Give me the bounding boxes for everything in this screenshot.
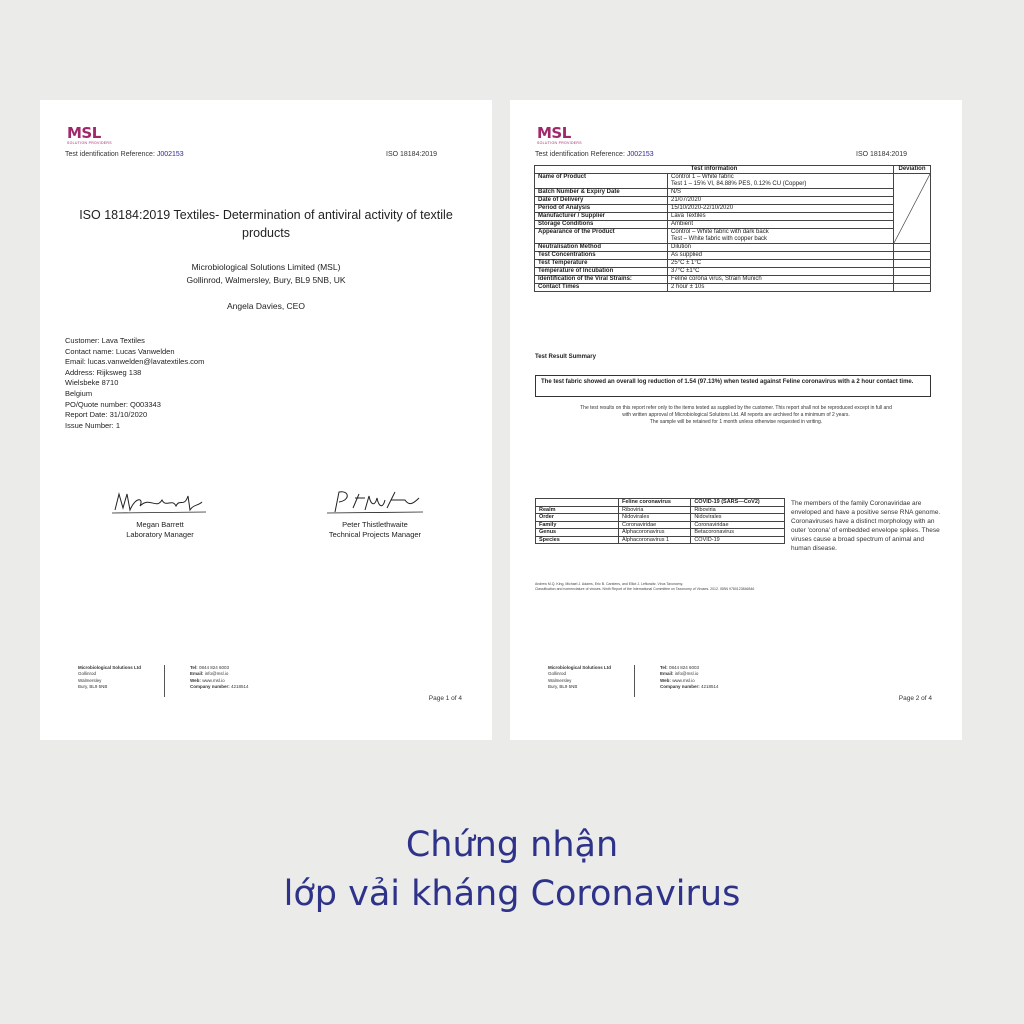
test-information-table [534,165,931,292]
table-row: Identification of the Viral Strains: Feline corona virus, Strain Munich [535,276,931,284]
test-reference: Test identification Reference: J002153 [65,151,184,158]
table-row: Neutralisation Method Dilution [535,244,931,252]
deviation-header: Deviation [894,166,931,174]
virus-taxonomy-table: Feline coronavirus COVID-19 (SARS—CoV2) Realm Riboviria Riboviria Order Nidovirales Nidovirales Family Coronaviridae Coronaviridae Genus Alphacoronavirus Betacoronavirus Species Alphacoronavirus 1 COVID-19 [535,498,785,544]
msl-logo: MSL SOLUTION PROVIDERS [67,124,112,145]
virus-description: The members of the family Coronaviridae are enveloped and have a positive sense RNA genome. Coronaviruses have a distinct morphology with an outer 'corona' of embedded envelope spikes. These viruses cause a broad spectrum of animal and human disease. [791,500,941,552]
page-number: Page 2 of 4 [898,695,932,702]
table-row: Appearance of the Product Control – White fabric with dark back Test – White fabric with copper back [535,229,931,244]
msl-logo: MSL SOLUTION PROVIDERS [537,124,582,145]
table-header: Test information [535,166,894,174]
table-row: Species Alphacoronavirus 1 COVID-19 [536,536,785,544]
signature-block-technical-manager: Peter Thistlethwaite Technical Projects Manager [295,488,455,540]
table-row: Storage Conditions Ambient [535,221,931,229]
table-row: Manufacturer / Supplier Lava Textiles [535,213,931,221]
certificate-page-2 [510,100,962,740]
footer-divider [164,665,165,697]
summary-title: Test Result Summary [535,354,596,360]
page-footer: Microbiological Solutions Ltd Gollinrod Walmersley Bury, BL9 5NB Tel: 0844 824 6003 Email: info@msl.io Web: www.msl.io Company number: 4218514 [78,665,478,705]
disclaimer: The test results on this report refer only to the items tested as supplied by the customer. This report shall not be reproduced except in full and with written approval of Microbiological Solutions Ltd. All reports are archived for a minimum of 2 years. The sample will be retained for 1 month unless otherwise requested in writing. [580,405,892,426]
ceo-line: Angela Davies, CEO [227,301,305,311]
table-row: Test Concentrations As supplied [535,252,931,260]
footer-divider [634,665,635,697]
table-row: Contact Times 2 hour ± 10s [535,284,931,292]
customer-details: Customer: Lava Textiles Contact name: Lucas Vanwelden Email: lucas.vanwelden@lavatextiles.com Address: Rijksweg 138 Wielsbeke 8710 Belgium PO/Quote number: Q003343 Report Date: 31/10/2020 Issue Number: 1 [65,336,205,430]
signature-icon [325,488,425,518]
signature-icon [110,488,210,518]
certificate-page-1 [40,100,492,740]
reference-citation: Andrew M.Q. King, Michael J. Adams, Eric B. Carstens, and Elliot J. Lefkowitz. Virus Taxonomy. Classification and nomenclature of viruses. Ninth Report of the International Committee on Taxonomy of Viruses. 2012. ISBN 9780123846846 [535,582,755,591]
table-row: Family Coronaviridae Coronaviridae [536,521,785,529]
table-row: Temperature of Incubation 37°C ±1°C [535,268,931,276]
page-footer: Microbiological Solutions Ltd Gollinrod Walmersley Bury, BL9 5NB Tel: 0844 824 6003 Email: info@msl.io Web: www.msl.io Company number: 4218514 [548,665,948,705]
caption-line-2: lớp vải kháng Coronavirus [283,874,741,914]
table-row: Name of Product Control 1 – White fabric Test 1 – 15% VI, 84.88% PES, 0.12% CU (Copper) [535,174,931,189]
page-number: Page 1 of 4 [428,695,462,702]
deviation-cell [894,174,931,244]
organization: Microbiological Solutions Limited (MSL) Gollinrod, Walmersley, Bury, BL9 5NB, UK [186,262,346,285]
test-reference: Test identification Reference: J002153 [535,151,654,158]
caption-line-1: Chứng nhận [405,825,619,865]
table-row: Date of Delivery 21/07/2020 [535,197,931,205]
document-title: ISO 18184:2019 Textiles- Determination of antiviral activity of textile products [79,208,453,240]
table-row: Period of Analysis 15/10/2020-22/10/2020 [535,205,931,213]
table-row: Batch Number & Expiry Date N/S [535,189,931,197]
table-row: Test Temperature 25°C ± 1°C [535,260,931,268]
table-row: Genus Alphacoronavirus Betacoronavirus [536,529,785,537]
table-row: Realm Riboviria Riboviria [536,506,785,514]
standard-label: ISO 18184:2019 [856,151,907,158]
signature-block-lab-manager: Megan Barrett Laboratory Manager [95,488,225,540]
summary-box: The test fabric showed an overall log reduction of 1.54 (97.13%) when tested against Feline coronavirus with a 2 hour contact time. [535,375,931,397]
standard-label: ISO 18184:2019 [386,151,437,158]
table-row: Order Nidovirales Nidovirales [536,514,785,522]
